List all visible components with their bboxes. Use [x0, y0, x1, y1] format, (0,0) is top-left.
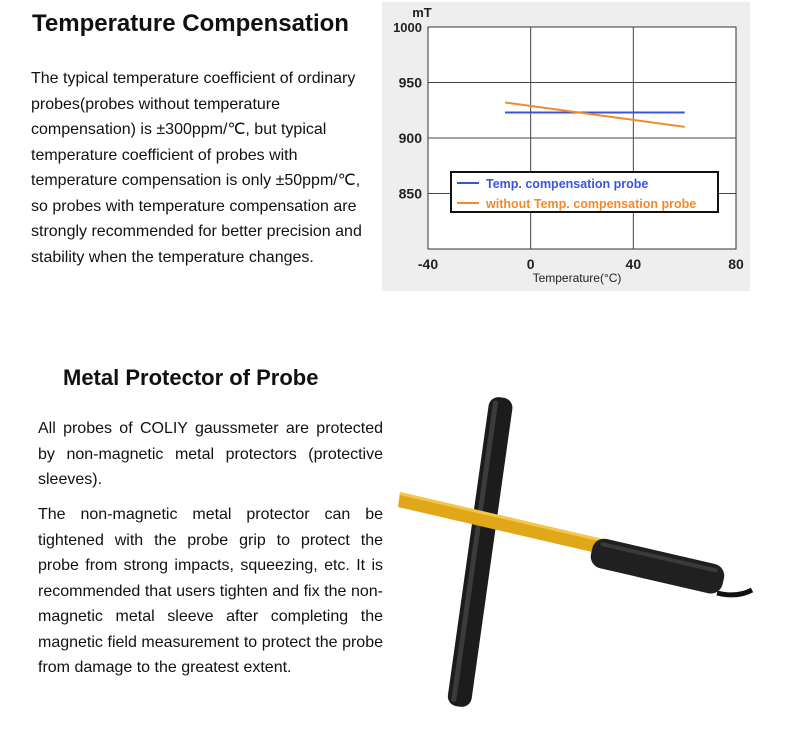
legend-label-1: Temp. compensation probe	[486, 177, 649, 191]
x-tick-label: 80	[728, 256, 744, 272]
probe-with-metal-protector-image	[392, 388, 762, 718]
y-axis-label: mT	[412, 5, 432, 20]
y-tick-label: 950	[398, 74, 422, 91]
legend-label-2: without Temp. compensation probe	[486, 197, 697, 211]
x-tick-label: 0	[526, 256, 535, 272]
x-axis-label: Temperature(°C)	[532, 271, 622, 285]
temperature-compensation-text: The typical temperature coefficient of ordinary probes(probes without temperature compensation) is ±300ppm/℃, but typical temperature coefficient of probes with temperature compensation is only ±50ppm/℃, so probes with temperature compensation are strongly recommended for better precision and stability when the temperature changes.	[31, 70, 362, 266]
section-title-metal-protector: Metal Protector of Probe	[63, 365, 319, 390]
x-tick-label: 40	[625, 256, 642, 272]
y-tick-label: 900	[398, 130, 422, 146]
metal-protector-text-2: The non-magnetic metal protector can be tightened with the probe grip to protect the probe from strong impacts, squeezing, etc. It is recommended that users tighten and fix the non-magnetic metal sleeve after completing the magnetic field measurement to protect the probe from damage to the greatest extent.	[38, 506, 383, 676]
metal-protector-text-1: All probes of COLIY gaussmeter are protected by non-magnetic metal protectors (protective sleeves).	[38, 420, 383, 488]
x-tick-label: -40	[417, 256, 439, 272]
y-tick-label: 1000	[393, 20, 422, 35]
y-tick-label: 850	[398, 185, 422, 202]
section-title-temperature-compensation: Temperature Compensation	[32, 10, 349, 37]
temperature-chart	[382, 2, 750, 291]
temperature-chart-panel	[382, 2, 750, 291]
